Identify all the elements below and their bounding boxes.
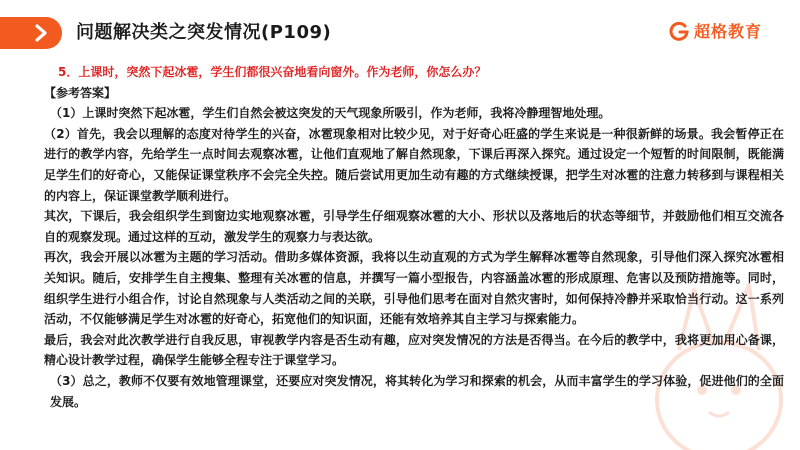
answer-paragraph: （3）总之，教师不仅要有效地管理课堂，还要应对突发情况，将其转化为学习和探索的机会，从而丰富学生的学习体验，促进他们的全面发展。 [50,373,784,409]
logo-text: 超格教育 [693,22,762,41]
question-text: 5．上课时，突然下起冰雹，学生们都很兴奋地看向窗外。作为老师，你怎么办？ [58,65,487,79]
content-area [44,62,784,412]
answer-label: 【参考答案】 [44,85,117,100]
header-bar [0,0,800,62]
answer-paragraph: （1）上课时突然下起冰雹，学生们自然会被这突发的天气现象所吸引，作为老师，我将冷静理智地处理。 [50,106,611,121]
chevron-right-icon [32,24,50,42]
header-accent [0,17,62,49]
answer-paragraph: （2）首先，我会以理解的态度对待学生的兴奋，冰雹现象相对比较少见，对于好奇心旺盛的学生来说是一种很新鲜的场景。我会暂停正在进行的教学内容，先给学生一点时间去观察冰雹，让他们直观地了解自然现象，下课后再深入探究。通过设定一个短暂的时间限制，既能满足学生们的好奇心，又能保证课堂秩序不会完全失控。随后尝试用更加生动有趣的方式继续授课，把学生对冰雹的注意力转移到与课程相关的内容上，保证课堂教学顺利进行。 [44,126,784,203]
answer-paragraph: 其次，下课后，我会组织学生到窗边实地观察冰雹，引导学生仔细观察冰雹的大小、形状以及落地后的状态等细节，并鼓励他们相互交流各自的观察发现。通过这样的互动，激发学生的观察力与表达欲。 [44,209,784,244]
logo-icon [668,20,690,42]
answer-paragraph: 再次，我会开展以冰雹为主题的学习活动。借助多媒体资源，我将以生动直观的方式为学生解释冰雹等自然现象，引导他们深入探究冰雹相关知识。随后，安排学生自主搜集、整理有关冰雹的信息，并撰写一篇小型报告，内容涵盖冰雹的形成原理、危害以及预防措施等。同时，组织学生进行小组合作，讨论自然现象与人类活动之间的关联，引导他们思考在面对自然灾害时，如何保持冷静并采取恰当行动。这一系列活动，不仅能够满足学生对冰雹的好奇心，拓宽他们的知识面，还能有效培养其自主学习与探索能力。 [44,250,784,327]
page-title: 问题解决类之突发情况(P109) [76,22,332,43]
answer-paragraph: 最后，我会对此次教学进行自我反思，审视教学内容是否生动有趣，应对突发情况的方法是否得当。在今后的教学中，我将更加用心备课，精心设计教学过程，确保学生能够全程专注于课堂学习。 [44,332,784,368]
brand-logo [668,19,762,42]
